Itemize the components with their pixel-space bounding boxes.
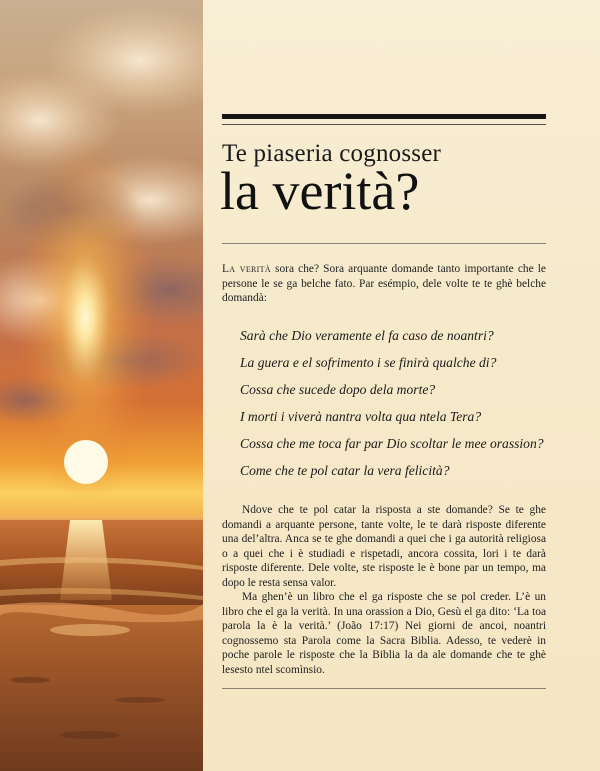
question-item: La guera e el sofrimento i se finirà qualche di?	[240, 355, 497, 370]
title-line-1: Te piaseria cognosser	[222, 140, 442, 167]
bottom-divider	[222, 688, 546, 689]
body-paragraph-2: Ma ghen’è un libro che el ga risposte che se pol creder. L’è un libro che el ga la verità. In una orassion a Dio, Gesù el ga dito: ‘La toa parola la è la verità.’ (João 17:17) Nei giorni de ancoi, noantri cognossemo sta Parola come la Sacra Biblia. Adesso, te vederè in poche parole le risposte che la Biblia la da ale domande che te ghè lesesto ntel scomìnsio.	[222, 591, 546, 676]
title-rule-thick	[222, 114, 546, 119]
question-item: Come che te pol catar la vera felicità?	[240, 463, 450, 478]
question-item: Cossa che me toca far par Dio scoltar le mee orassion?	[240, 436, 544, 451]
sunset-photo	[0, 0, 203, 771]
title-divider	[222, 243, 546, 244]
body-paragraph-1: Ndove che te pol catar la risposta a ste domande? Se te ghe domandi a arquante persone, tante volte, le te darà risposte diferente una del’altra. Anca se te ghe domandi a quei che i ga autorità religiosa o a quei che i è studiadi e rispetadi, ancora cossita, lori i te darà risposte diferente. Dele volte, ste risposte le è bone par un tempo, ma dopo le resta sensa valor.	[222, 504, 546, 589]
question-list	[240, 328, 550, 490]
question-item: I morti i viverà nantra volta qua ntela Tera?	[240, 409, 482, 424]
title-rule-thin	[222, 124, 546, 125]
title-line-2: la verità?	[220, 161, 420, 221]
intro-lead: La verità	[222, 263, 271, 275]
question-item: Cossa che sucede dopo dela morte?	[240, 382, 436, 397]
intro-text: sora che? Sora arquante domande tanto importante che le persone le se ga belche fato. Par esémpio, dele volte te te ghè belche domandà:	[222, 263, 546, 305]
question-item: Sarà che Dio veramente el fa caso de noantri?	[240, 328, 494, 343]
intro-paragraph	[222, 262, 546, 306]
